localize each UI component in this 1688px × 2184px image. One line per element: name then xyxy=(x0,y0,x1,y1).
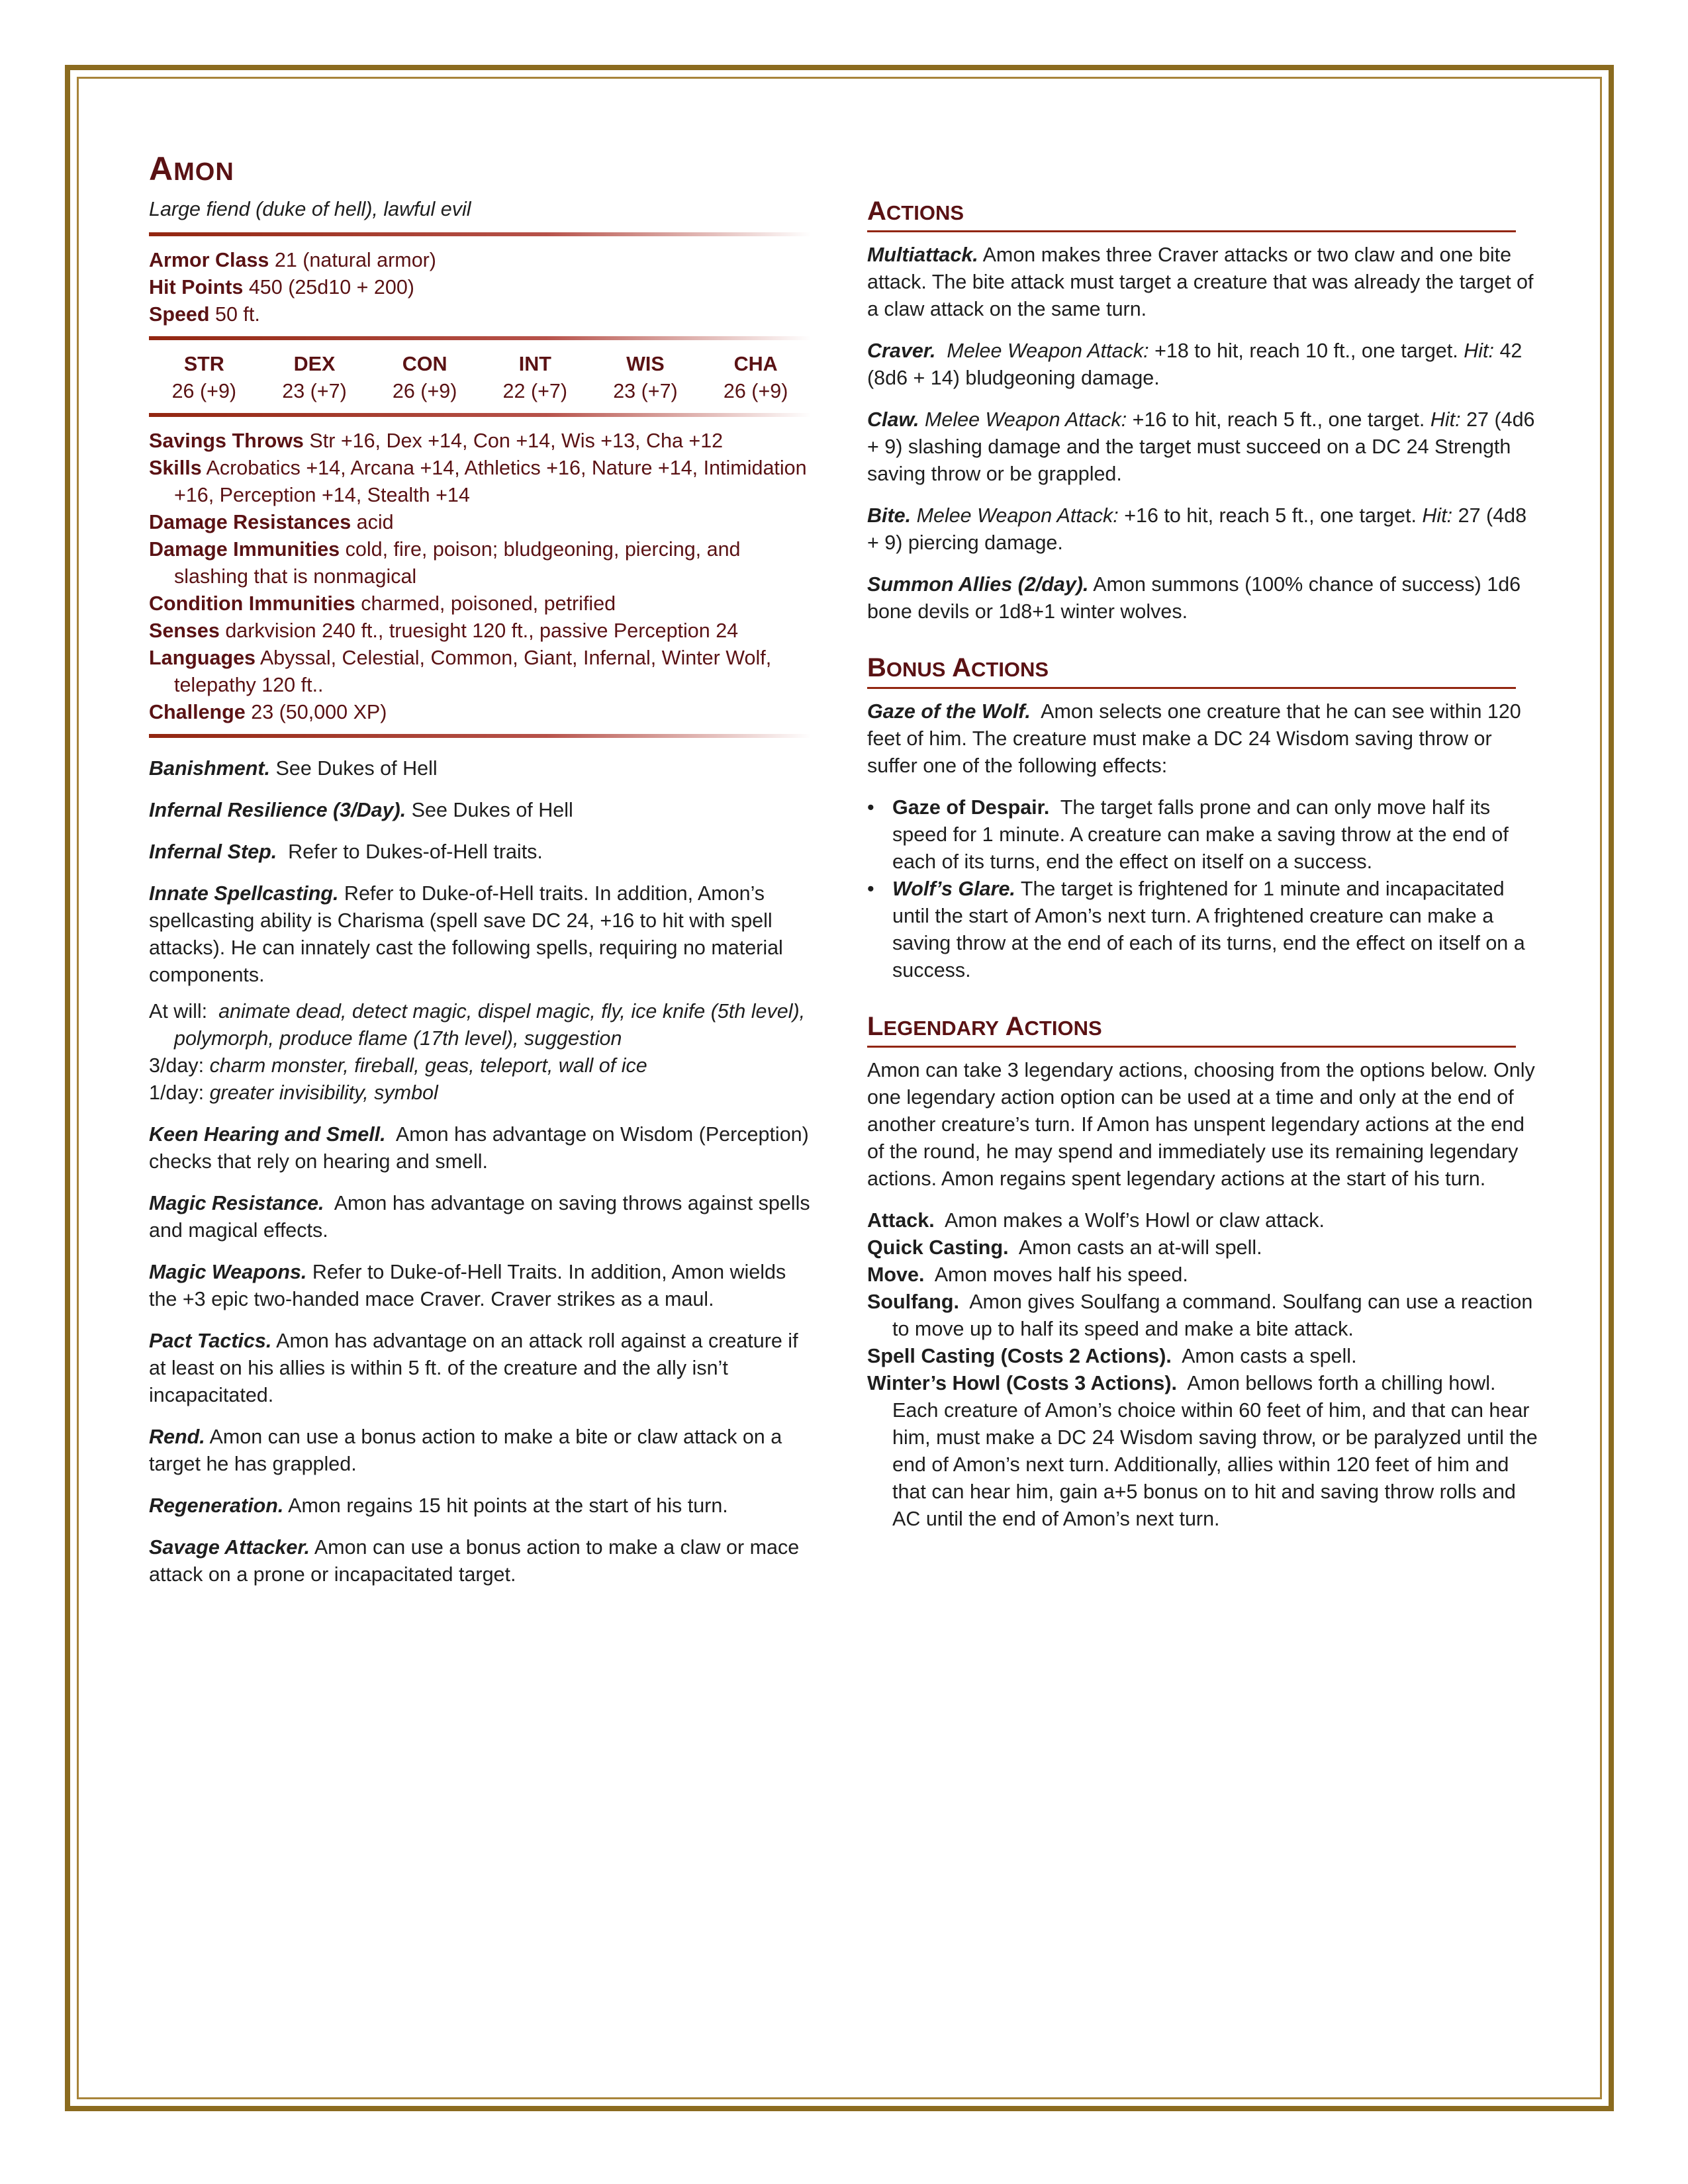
skills: Skills Acrobatics +14, Arcana +14, Athletics +16, Nature +14, Intimidation +16, Perception +14, Stealth +14 xyxy=(149,457,807,506)
ability-value: 23 (+7) xyxy=(282,380,347,402)
trait-savage-attacker: Savage Attacker. Amon can use a bonus action to make a claw or mace attack on a prone or incapacitated target. xyxy=(149,1536,800,1586)
action-multiattack: Multiattack. Amon makes three Craver attacks or two claw and one bite attack. The bite attack must target a creature that was already the target of a claw attack on the same turn. xyxy=(867,244,1534,320)
condition-immunities: Condition Immunities charmed, poisoned, petrified xyxy=(149,592,616,615)
ability-value: 26 (+9) xyxy=(723,380,788,402)
ability-scores xyxy=(149,351,811,405)
monster-name: AMON xyxy=(149,150,234,187)
right-column xyxy=(867,195,1539,1533)
trait-infernal-step: Infernal Step. Refer to Dukes-of-Hell traits. xyxy=(149,841,543,863)
hit-points: Hit Points 450 (25d10 + 200) xyxy=(149,276,414,298)
trait-magic-weapons: Magic Weapons. Refer to Duke-of-Hell Traits. In addition, Amon wields the +3 epic two-handed mace Craver. Craver strikes as a maul. xyxy=(149,1261,786,1310)
list-item: Move. Amon moves half his speed. xyxy=(867,1263,1188,1286)
challenge: Challenge 23 (50,000 XP) xyxy=(149,701,387,723)
gaze-effects-list xyxy=(867,794,1539,984)
left-column xyxy=(149,149,811,1603)
legendary-list xyxy=(867,1207,1539,1533)
list-item: • Wolf’s Glare. The target is frightened for 1 minute and incapacitated until the start of Amon’s next turn. A frightened creature can make a saving throw at the end of each of its turns, end the effect on itself on a success. xyxy=(867,876,1539,984)
action-craver: Craver. Melee Weapon Attack: +18 to hit, reach 10 ft., one target. Hit: 42 (8d6 + 14) bludgeoning damage. xyxy=(867,340,1523,389)
trait-pact-tactics: Pact Tactics. Amon has advantage on an attack roll against a creature if at least on his allies is within 5 ft. of the creature and the ally isn’t incapacitated. xyxy=(149,1330,798,1406)
bonus-gaze-of-the-wolf: Gaze of the Wolf. Amon selects one creature that he can see within 120 feet of him. The creature must make a DC 24 Wisdom saving throw or suffer one of the following effects: xyxy=(867,700,1521,777)
ability-name: INT xyxy=(518,353,551,375)
divider xyxy=(149,232,811,236)
list-item: Spell Casting (Costs 2 Actions). Amon casts a spell. xyxy=(867,1345,1357,1367)
monster-subtitle: Large fiend (duke of hell), lawful evil xyxy=(149,198,471,220)
spell-line-at-will: At will: animate dead, detect magic, dispel magic, fly, ice knife (5th level), polymorph, produce flame (17th level), suggestion xyxy=(149,1000,806,1050)
spell-line-1-day: 1/day: greater invisibility, symbol xyxy=(149,1081,438,1104)
legendary-actions-heading: LEGENDARY ACTIONS xyxy=(867,1011,1516,1048)
bonus-actions-heading: BONUS ACTIONS xyxy=(867,652,1516,689)
trait-keen-hearing: Keen Hearing and Smell. Amon has advantage on Wisdom (Perception) checks that rely on hearing and smell. xyxy=(149,1123,809,1173)
trait-magic-resistance: Magic Resistance. Amon has advantage on saving throws against spells and magical effects. xyxy=(149,1192,810,1242)
trait-regeneration: Regeneration. Amon regains 15 hit points at the start of his turn. xyxy=(149,1494,728,1517)
ability-name: DEX xyxy=(293,353,336,375)
actions-heading: ACTIONS xyxy=(867,195,1516,232)
action-summon-allies: Summon Allies (2/day). Amon summons (100% chance of success) 1d6 bone devils or 1d8+1 winter wolves. xyxy=(867,573,1521,623)
list-item: Winter’s Howl (Costs 3 Actions). Amon bellows forth a chilling howl. Each creature of Amon’s choice within 60 feet of him, and that can hear him, must make a DC 24 Wisdom saving throw, or be paralyzed until the end of Amon’s next turn. Additionally, allies within 120 feet of him and that can hear him, gain a+5 bonus on to hit and saving throw rolls and AC until the end of Amon’s next turn. xyxy=(867,1372,1538,1530)
action-bite: Bite. Melee Weapon Attack: +16 to hit, reach 5 ft., one target. Hit: 27 (4d8 + 9) piercing damage. xyxy=(867,504,1527,554)
trait-banishment: Banishment. See Dukes of Hell xyxy=(149,757,438,780)
languages: Languages Abyssal, Celestial, Common, Giant, Infernal, Winter Wolf, telepathy 120 ft.. xyxy=(149,647,772,696)
ability-value: 26 (+9) xyxy=(392,380,457,402)
ability-value: 22 (+7) xyxy=(502,380,568,402)
action-claw: Claw. Melee Weapon Attack: +16 to hit, reach 5 ft., one target. Hit: 27 (4d6 + 9) slashing damage and the target must succeed on a DC 24 Strength saving throw or be grappled. xyxy=(867,408,1535,485)
speed: Speed 50 ft. xyxy=(149,303,260,326)
senses: Senses darkvision 240 ft., truesight 120 ft., passive Perception 24 xyxy=(149,619,739,642)
divider xyxy=(149,336,811,340)
ability-name: CHA xyxy=(733,353,778,375)
list-item: Attack. Amon makes a Wolf’s Howl or claw attack. xyxy=(867,1209,1325,1232)
trait-innate-spellcasting: Innate Spellcasting. Refer to Duke-of-Hell traits. In addition, Amon’s spellcasting ability is Charisma (spell save DC 24, +16 to hit with spell attacks). He can innately cast the following spells, requiring no material components. xyxy=(149,882,783,986)
spell-list xyxy=(149,998,811,1107)
spell-line-3-day: 3/day: charm monster, fireball, geas, teleport, wall of ice xyxy=(149,1054,647,1077)
damage-resistances: Damage Resistances acid xyxy=(149,511,394,533)
list-item: Soulfang. Amon gives Soulfang a command. Soulfang can use a reaction to move up to half its speed and make a bite attack. xyxy=(867,1291,1533,1340)
ability-value: 23 (+7) xyxy=(613,380,678,402)
legendary-intro: Amon can take 3 legendary actions, choosing from the options below. Only one legendary action option can be used at a time and only at the end of another creature’s turn. If Amon has unspent legendary actions at the end of the round, he may spend and immediately use its remaining legendary actions. Amon regains spent legendary actions at the start of his turn. xyxy=(867,1059,1535,1190)
ability-name: CON xyxy=(402,353,447,375)
list-item: Quick Casting. Amon casts an at-will spell. xyxy=(867,1236,1262,1259)
trait-rend: Rend. Amon can use a bonus action to make a bite or claw attack on a target he has grappled. xyxy=(149,1426,782,1475)
saving-throws: Savings Throws Str +16, Dex +14, Con +14, Wis +13, Cha +12 xyxy=(149,430,724,452)
ability-name: STR xyxy=(183,353,224,375)
ability-value: 26 (+9) xyxy=(171,380,237,402)
divider xyxy=(149,413,811,417)
damage-immunities: Damage Immunities cold, fire, poison; bludgeoning, piercing, and slashing that is nonmagical xyxy=(149,538,741,588)
divider xyxy=(149,734,811,738)
ability-name: WIS xyxy=(626,353,665,375)
trait-infernal-resilience: Infernal Resilience (3/Day). See Dukes of Hell xyxy=(149,799,573,821)
list-item: • Gaze of Despair. The target falls prone and can only move half its speed for 1 minute. A creature can make a saving throw at the end of each of its turns, end the effect on itself on a success. xyxy=(867,794,1539,876)
armor-class: Armor Class 21 (natural armor) xyxy=(149,249,436,271)
